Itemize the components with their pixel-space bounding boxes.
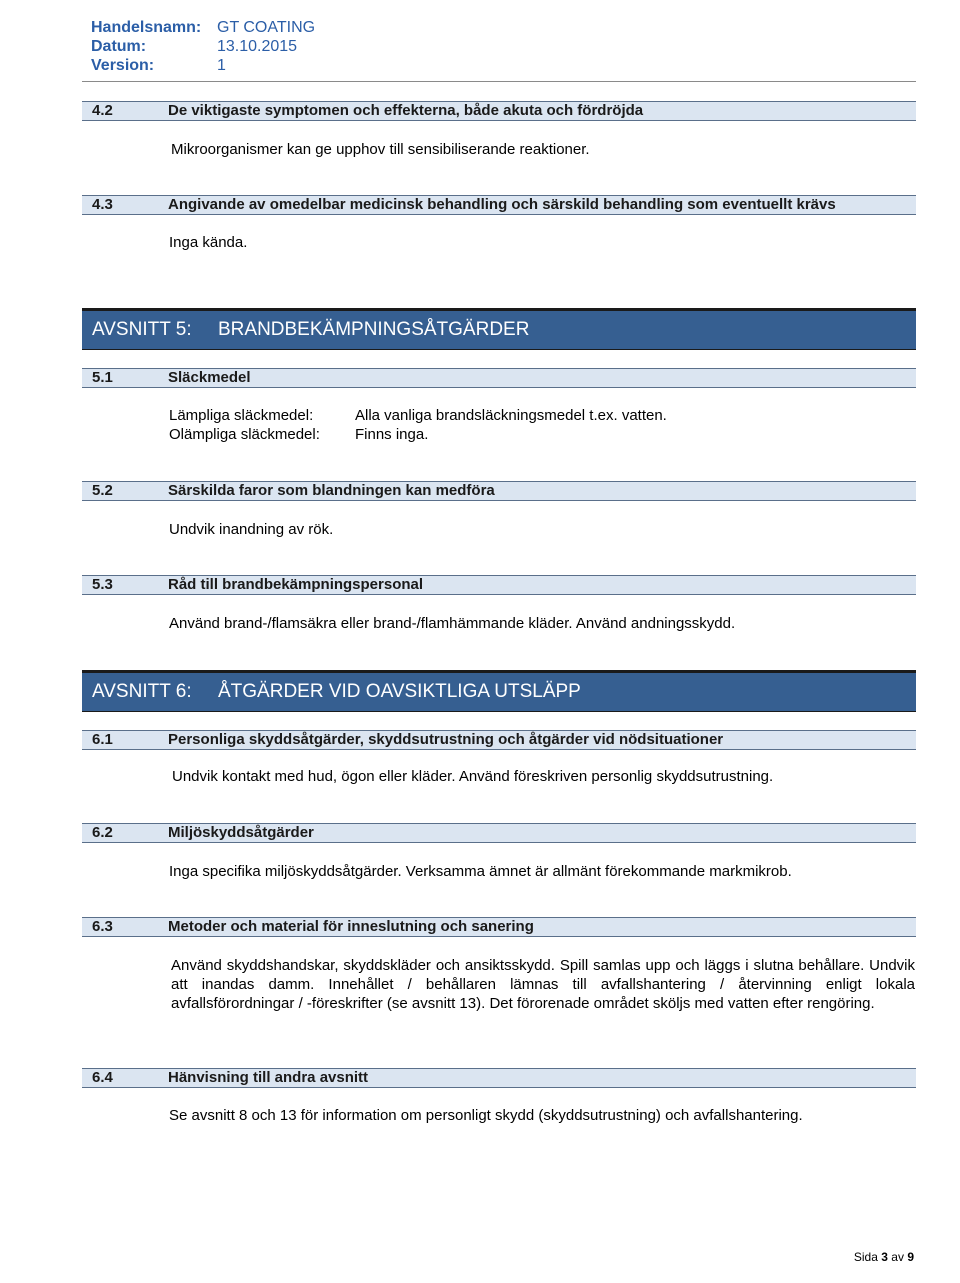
total-pages: 9 bbox=[907, 1250, 914, 1264]
subsection-heading-5-3 bbox=[82, 575, 916, 595]
subsection-title: Miljöskyddsåtgärder bbox=[168, 824, 314, 841]
section-title: ÅTGÄRDER VID OAVSIKTLIGA UTSLÄPP bbox=[218, 681, 581, 702]
subsection-heading-6-1 bbox=[82, 730, 916, 750]
subsection-heading-5-2 bbox=[82, 481, 916, 501]
subsection-text-4-2: Mikroorganismer kan ge upphov till sensibiliserande reaktioner. bbox=[171, 141, 590, 158]
subsection-heading-4-3 bbox=[82, 195, 916, 215]
trade-name-value: GT COATING bbox=[217, 19, 316, 36]
subsection-number: 5.1 bbox=[92, 369, 113, 386]
subsection-title: Personliga skyddsåtgärder, skyddsutrustning och åtgärder vid nödsituationer bbox=[168, 731, 724, 748]
section-label: AVSNITT 5: bbox=[92, 319, 192, 340]
section-label: AVSNITT 6: bbox=[92, 681, 192, 702]
subsection-number: 6.2 bbox=[92, 824, 113, 841]
subsection-title: Släckmedel bbox=[168, 369, 251, 386]
subsection-heading-4-2 bbox=[82, 101, 916, 121]
subsection-number: 5.2 bbox=[92, 482, 113, 499]
subsection-heading-6-4 bbox=[82, 1068, 916, 1088]
subsection-text-6-2: Inga specifika miljöskyddsåtgärder. Verksamma ämnet är allmänt förekommande markmikrob. bbox=[169, 863, 792, 880]
subsection-number: 4.2 bbox=[92, 102, 113, 119]
unsuitable-media-value: Finns inga. bbox=[355, 426, 429, 443]
trade-name-label: Handelsnamn: bbox=[91, 19, 202, 36]
date-value: 13.10.2015 bbox=[217, 38, 298, 55]
suitable-media-label: Lämpliga släckmedel: bbox=[169, 407, 314, 424]
subsection-text-4-3: Inga kända. bbox=[169, 234, 248, 251]
current-page: 3 bbox=[881, 1250, 888, 1264]
subsection-title: Särskilda faror som blandningen kan medföra bbox=[168, 482, 495, 499]
section-title: BRANDBEKÄMPNINGSÅTGÄRDER bbox=[218, 319, 530, 340]
date-label: Datum: bbox=[91, 38, 147, 55]
subsection-title: De viktigaste symptomen och effekterna, både akuta och fördröjda bbox=[168, 102, 644, 119]
section-heading-6 bbox=[82, 670, 916, 712]
subsection-title: Råd till brandbekämpningspersonal bbox=[168, 576, 424, 593]
subsection-title: Angivande av omedelbar medicinsk behandling och särskild behandling som eventuellt krävs bbox=[168, 196, 836, 213]
subsection-text-6-1: Undvik kontakt med hud, ögon eller kläder. Använd föreskriven personlig skyddsutrustning. bbox=[172, 768, 774, 785]
subsection-number: 6.1 bbox=[92, 731, 113, 748]
subsection-text-5-3: Använd brand-/flamsäkra eller brand-/flamhämmande kläder. Använd andningsskydd. bbox=[169, 615, 736, 632]
version-value: 1 bbox=[217, 57, 226, 74]
page-number bbox=[854, 1250, 914, 1264]
header-divider bbox=[82, 81, 916, 82]
subsection-number: 6.4 bbox=[92, 1069, 113, 1086]
subsection-text-6-4: Se avsnitt 8 och 13 för information om personligt skydd (skyddsutrustning) och avfallshantering. bbox=[169, 1107, 803, 1124]
subsection-title: Hänvisning till andra avsnitt bbox=[168, 1069, 369, 1086]
page-prefix: Sida bbox=[853, 1250, 878, 1264]
page-separator: av bbox=[891, 1250, 904, 1264]
subsection-number: 4.3 bbox=[92, 196, 113, 213]
subsection-number: 5.3 bbox=[92, 576, 113, 593]
subsection-text-6-3: Använd skyddshandskar, skyddskläder och ansiktsskydd. Spill samlas upp och läggs i slutna behållare. Undvik att inandas damm. Innehållet / behållaren lämnas till avfallshantering / återvinning enligt lokala avfallsförordningar / -föreskrifter (se avsnitt 13). Det förorenade området sköljs med vatten efter rengöring. bbox=[171, 957, 915, 1012]
subsection-heading-5-1 bbox=[82, 368, 916, 388]
version-label: Version: bbox=[91, 57, 155, 74]
section-heading-5 bbox=[82, 308, 916, 350]
subsection-number: 6.3 bbox=[92, 918, 113, 935]
subsection-text-5-2: Undvik inandning av rök. bbox=[169, 521, 334, 538]
subsection-title: Metoder och material för inneslutning och sanering bbox=[168, 918, 534, 935]
unsuitable-media-label: Olämpliga släckmedel: bbox=[169, 426, 320, 443]
subsection-heading-6-2 bbox=[82, 823, 916, 843]
subsection-heading-6-3 bbox=[82, 917, 916, 937]
suitable-media-value: Alla vanliga brandsläckningsmedel t.ex. vatten. bbox=[355, 407, 667, 424]
